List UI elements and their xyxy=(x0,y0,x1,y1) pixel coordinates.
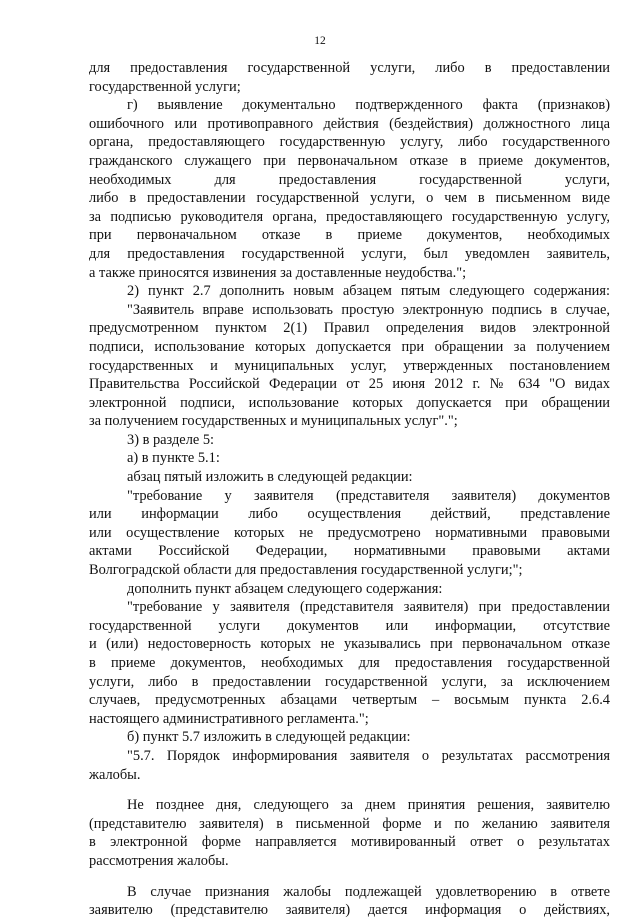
text-line: в электронной форме направляется мотивированный ответ о результатах xyxy=(89,834,610,851)
text-line: жалобы. xyxy=(89,766,141,783)
text-line: предусмотренном пунктом 2(1) Правил определения видов электронной xyxy=(89,320,610,337)
text-line: услуги, либо в предоставлении государственной услуги, за исключением xyxy=(89,673,610,690)
text-line: для предоставления государственной услуги, либо в предоставлении xyxy=(89,60,610,76)
text-line: а также приносятся извинения за доставленные неудобства."; xyxy=(89,264,467,281)
text-line: либо в предоставлении государственной услуги, о чем в письменном виде xyxy=(89,190,610,207)
text-line: заявителю (представителю заявителя) дается информация о действиях, xyxy=(89,902,610,919)
text-line: (представителю заявителя) в письменной форме и по желанию заявителя xyxy=(89,815,610,832)
text-line: государственных и муниципальных услуг, утвержденных постановлением xyxy=(89,357,610,374)
text-line: "Заявитель вправе использовать простую электронную подпись в случае, xyxy=(127,301,610,318)
text-line: необходимых для предоставления государственной услуги, xyxy=(89,171,610,188)
text-line: настоящего административного регламента."; xyxy=(89,710,369,727)
text-line: и (или) недостоверность которых не указывались при первоначальном отказе xyxy=(89,636,610,653)
text-line: электронной подписи, использование которых допускается при обращении xyxy=(89,394,610,411)
body-text xyxy=(89,59,610,920)
paragraph-gap xyxy=(89,871,610,883)
text-line: или осуществление которых не предусмотрено нормативными правовыми xyxy=(89,524,610,541)
text-line: подписи, использование которых допускается при обращении за получением xyxy=(89,338,610,355)
text-line: рассмотрения жалобы. xyxy=(89,852,229,869)
text-line: за подписью руководителя органа, предоставляющего государственную услугу, xyxy=(89,208,610,225)
page-number: 12 xyxy=(314,35,326,47)
text-line: "требование у заявителя (представителя заявителя) документов xyxy=(127,487,610,504)
text-line: В случае признания жалобы подлежащей удовлетворению в ответе xyxy=(127,883,610,900)
text-line: г) выявление документально подтвержденного факта (признаков) xyxy=(127,97,610,114)
text-line: Правительства Российской Федерации от 25 июня 2012 г. № 634 "О видах xyxy=(89,376,610,393)
text-line: случаев, предусмотренных абзацами четвертым – восьмым пункта 2.6.4 xyxy=(89,692,610,709)
text-line: при первоначальном отказе в приеме документов, необходимых xyxy=(89,227,610,244)
text-line: "требование у заявителя (представителя заявителя) при предоставлении xyxy=(127,599,610,616)
text-line: органа, предоставляющего государственную услугу, либо государственного xyxy=(89,134,610,151)
text-line: ошибочного или противоправного действия (бездействия) должностного лица xyxy=(89,115,610,132)
text-line: дополнить пункт абзацем следующего содержания: xyxy=(127,580,443,597)
text-line: или информации либо осуществления действий, представление xyxy=(89,506,610,523)
text-line: "5.7. Порядок информирования заявителя о результатах рассмотрения xyxy=(127,747,610,764)
text-line: Волгоградской области для предоставления государственной услуги;"; xyxy=(89,562,523,579)
text-line: Не позднее дня, следующего за днем принятия решения, заявителю xyxy=(127,797,610,814)
text-line: для предоставления государственной услуги, был уведомлен заявитель, xyxy=(89,245,610,262)
text-line: за получением государственных и муниципальных услуг"."; xyxy=(89,413,458,430)
text-line: актами Российской Федерации, нормативными правовыми актами xyxy=(89,543,610,560)
text-line: гражданского служащего при первоначальном отказе в приеме документов, xyxy=(89,152,610,169)
text-line: б) пункт 5.7 изложить в следующей редакции: xyxy=(127,729,411,746)
text-line: в приеме документов, необходимых для предоставления государственной xyxy=(89,655,610,671)
text-line: 3) в разделе 5: xyxy=(127,431,215,448)
text-line: государственной услуги документов или информации, отсутствие xyxy=(89,617,610,634)
text-line: абзац пятый изложить в следующей редакции: xyxy=(127,469,413,486)
paragraph-gap xyxy=(89,784,610,796)
text-line: 2) пункт 2.7 дополнить новым абзацем пятым следующего содержания: xyxy=(127,283,610,300)
text-line: а) в пункте 5.1: xyxy=(127,450,220,467)
text-line: государственной услуги; xyxy=(89,78,241,95)
